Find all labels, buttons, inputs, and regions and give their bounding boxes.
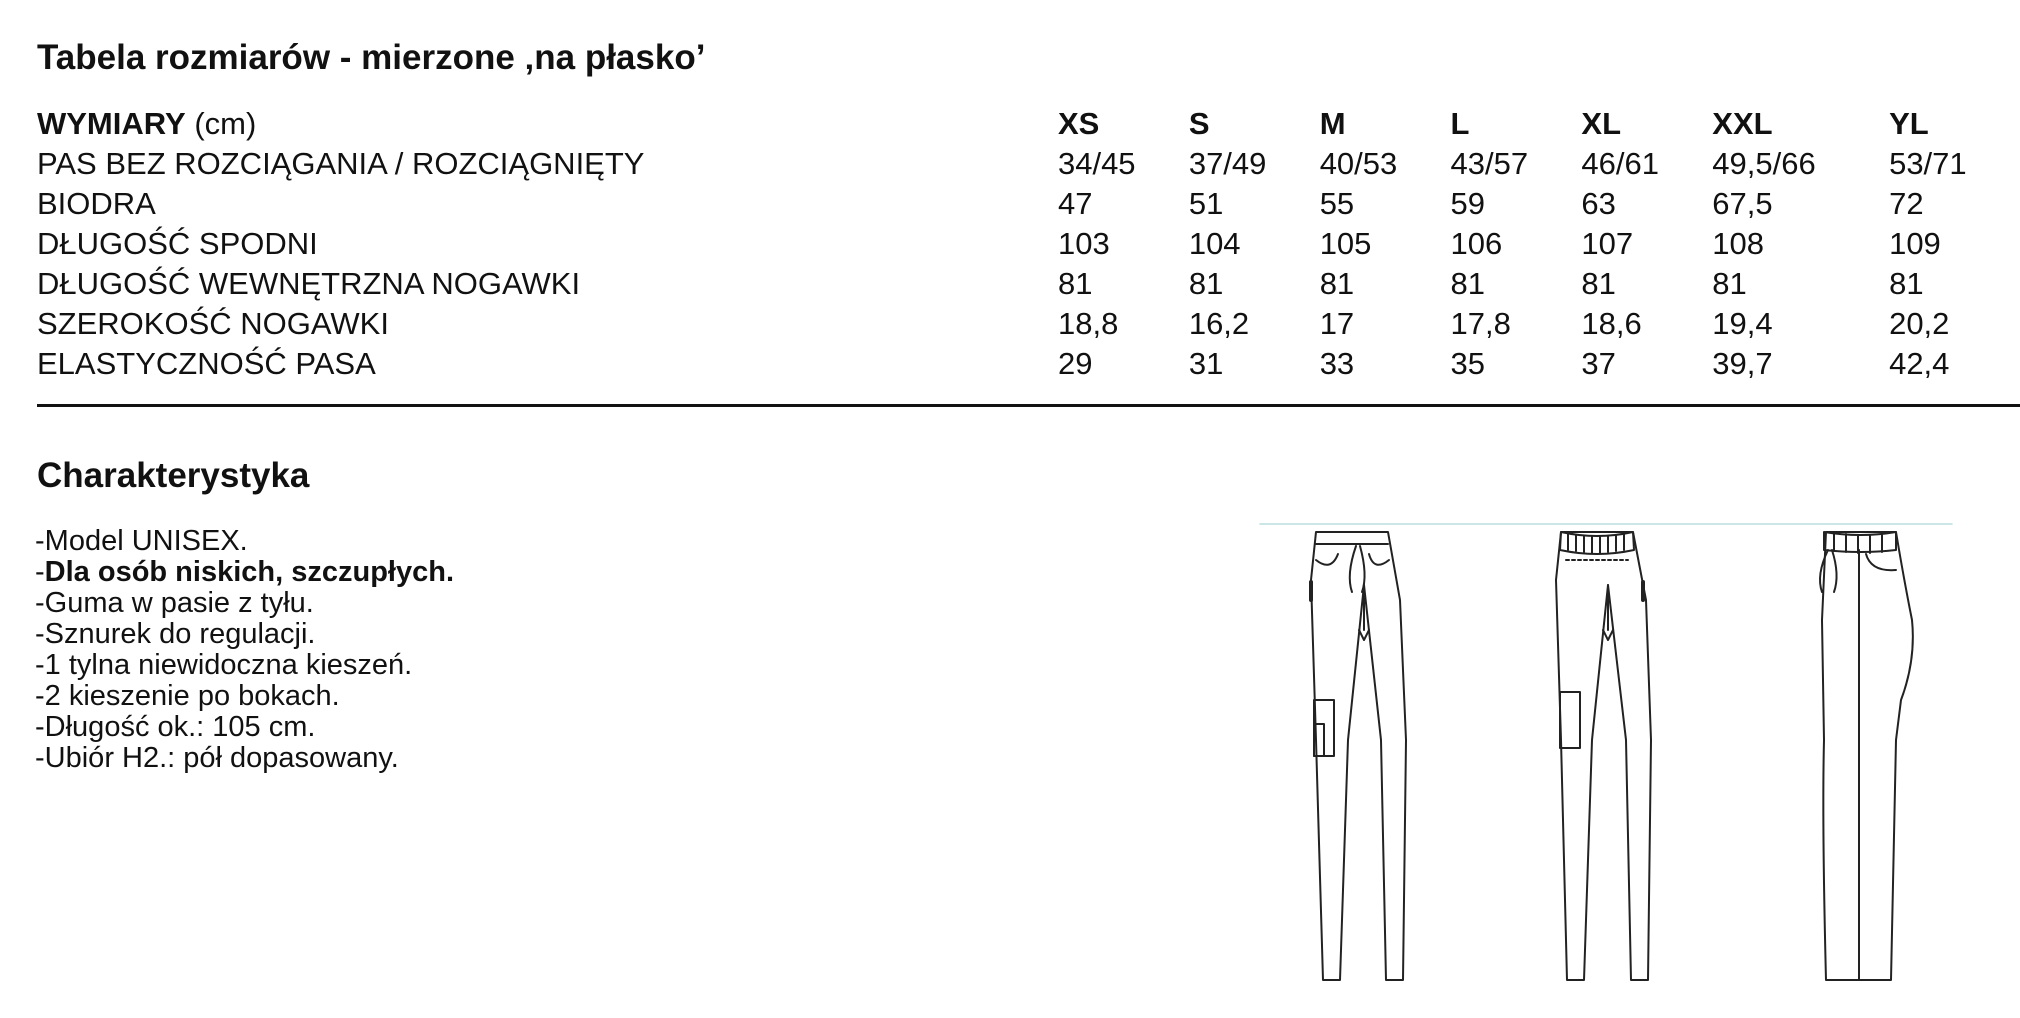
table-cell: 47 xyxy=(1057,186,1093,221)
row-label: PAS BEZ ROZCIĄGANIA / ROZCIĄGNIĘTY xyxy=(37,146,645,181)
size-table-body xyxy=(37,144,2020,384)
list-item-text: 1 tylna niewidoczna kieszeń. xyxy=(44,649,413,681)
table-cell: 106 xyxy=(1450,226,1503,261)
table-cell: 59 xyxy=(1450,186,1486,221)
size-header-xxl: XXL xyxy=(1712,106,1773,141)
list-item-prefix: - xyxy=(35,742,45,774)
list-item-prefix: - xyxy=(35,587,45,619)
table-cell: 46/61 xyxy=(1581,146,1659,181)
front-view xyxy=(1311,532,1406,980)
row-label: SZEROKOŚĆ NOGAWKI xyxy=(37,306,389,341)
table-cell: 63 xyxy=(1581,186,1616,221)
list-item xyxy=(35,743,454,774)
table-cell: 17 xyxy=(1319,306,1355,341)
table-cell: 20,2 xyxy=(1889,306,1950,341)
table-cell: 33 xyxy=(1319,346,1355,381)
list-item-text: Sznurek do regulacji. xyxy=(44,618,316,650)
size-header-s: S xyxy=(1188,106,1210,141)
size-header-xs: XS xyxy=(1057,106,1100,141)
section-divider xyxy=(37,404,2020,407)
table-cell: 35 xyxy=(1450,346,1486,381)
list-item xyxy=(35,557,454,588)
table-cell: 37/49 xyxy=(1188,146,1267,181)
table-cell: 34/45 xyxy=(1057,146,1136,181)
unit-label: (cm) xyxy=(194,106,257,141)
table-cell: 104 xyxy=(1188,226,1241,261)
dimensions-header xyxy=(37,104,1058,144)
table-row xyxy=(37,144,2020,184)
table-cell: 55 xyxy=(1319,186,1355,221)
table-cell: 103 xyxy=(1057,226,1110,261)
side-view xyxy=(1820,532,1913,980)
table-cell: 109 xyxy=(1889,226,1941,261)
table-cell: 18,8 xyxy=(1057,306,1119,341)
row-label: DŁUGOŚĆ WEWNĘTRZNA NOGAWKI xyxy=(37,266,581,301)
table-row xyxy=(37,224,2020,264)
table-row xyxy=(37,264,2020,304)
list-item-prefix: - xyxy=(35,680,45,712)
list-item-text: Ubiór H2.: pół dopasowany. xyxy=(44,742,399,774)
list-item-text: Guma w pasie z tyłu. xyxy=(44,587,314,619)
table-cell: 53/71 xyxy=(1889,146,1967,181)
table-cell: 49,5/66 xyxy=(1712,146,1816,181)
table-cell: 81 xyxy=(1057,266,1093,301)
table-cell: 40/53 xyxy=(1319,146,1398,181)
table-cell: 81 xyxy=(1319,266,1355,301)
table-cell: 81 xyxy=(1889,266,1924,301)
page-title: Tabela rozmiarów - mierzone ‚na płasko’ xyxy=(37,38,706,77)
size-table-header xyxy=(37,104,2020,144)
table-cell: 43/57 xyxy=(1450,146,1529,181)
table-cell: 105 xyxy=(1319,226,1372,261)
list-item xyxy=(35,619,454,650)
characteristics-heading: Charakterystyka xyxy=(37,456,310,495)
size-header-m: M xyxy=(1319,106,1346,141)
characteristics-list xyxy=(35,526,454,774)
back-view xyxy=(1556,532,1651,980)
table-cell: 18,6 xyxy=(1581,306,1642,341)
table-cell: 29 xyxy=(1057,346,1093,381)
list-item xyxy=(35,712,454,743)
table-cell: 37 xyxy=(1581,346,1616,381)
list-item-prefix: - xyxy=(35,556,45,588)
table-row xyxy=(37,304,2020,344)
table-row xyxy=(37,344,2020,384)
list-item-text: 2 kieszenie po bokach. xyxy=(44,680,340,712)
table-cell: 81 xyxy=(1581,266,1616,301)
row-label: DŁUGOŚĆ SPODNI xyxy=(37,226,318,261)
row-label: BIODRA xyxy=(37,186,156,221)
table-cell: 81 xyxy=(1712,266,1747,301)
table-cell: 72 xyxy=(1889,186,1924,221)
list-item xyxy=(35,588,454,619)
trousers-technical-drawing xyxy=(1256,520,1956,995)
table-cell: 81 xyxy=(1450,266,1486,301)
list-item-prefix: - xyxy=(35,649,45,681)
table-cell: 51 xyxy=(1188,186,1224,221)
size-header-xl: XL xyxy=(1581,106,1622,141)
size-header-yl: YL xyxy=(1889,106,1929,141)
list-item xyxy=(35,681,454,712)
list-item-prefix: - xyxy=(35,525,45,557)
table-cell: 108 xyxy=(1712,226,1764,261)
table-cell: 42,4 xyxy=(1889,346,1950,381)
list-item-prefix: - xyxy=(35,618,45,650)
table-row xyxy=(37,184,2020,224)
table-cell: 19,4 xyxy=(1712,306,1773,341)
table-cell: 107 xyxy=(1581,226,1634,261)
table-cell: 39,7 xyxy=(1712,346,1773,381)
list-item xyxy=(35,650,454,681)
table-cell: 67,5 xyxy=(1712,186,1773,221)
row-label: ELASTYCZNOŚĆ PASA xyxy=(37,346,376,381)
dimensions-label: WYMIARY xyxy=(37,106,186,141)
table-cell: 31 xyxy=(1188,346,1224,381)
list-item-text: Długość ok.: 105 cm. xyxy=(44,711,316,743)
list-item-text: Model UNISEX. xyxy=(44,525,248,557)
list-item-prefix: - xyxy=(35,711,45,743)
table-cell: 17,8 xyxy=(1450,306,1511,341)
list-item xyxy=(35,526,454,557)
size-header-l: L xyxy=(1450,106,1470,141)
table-cell: 16,2 xyxy=(1188,306,1250,341)
size-table xyxy=(37,104,2020,384)
list-item-text: Dla osób niskich, szczupłych. xyxy=(44,556,454,588)
table-cell: 81 xyxy=(1188,266,1224,301)
